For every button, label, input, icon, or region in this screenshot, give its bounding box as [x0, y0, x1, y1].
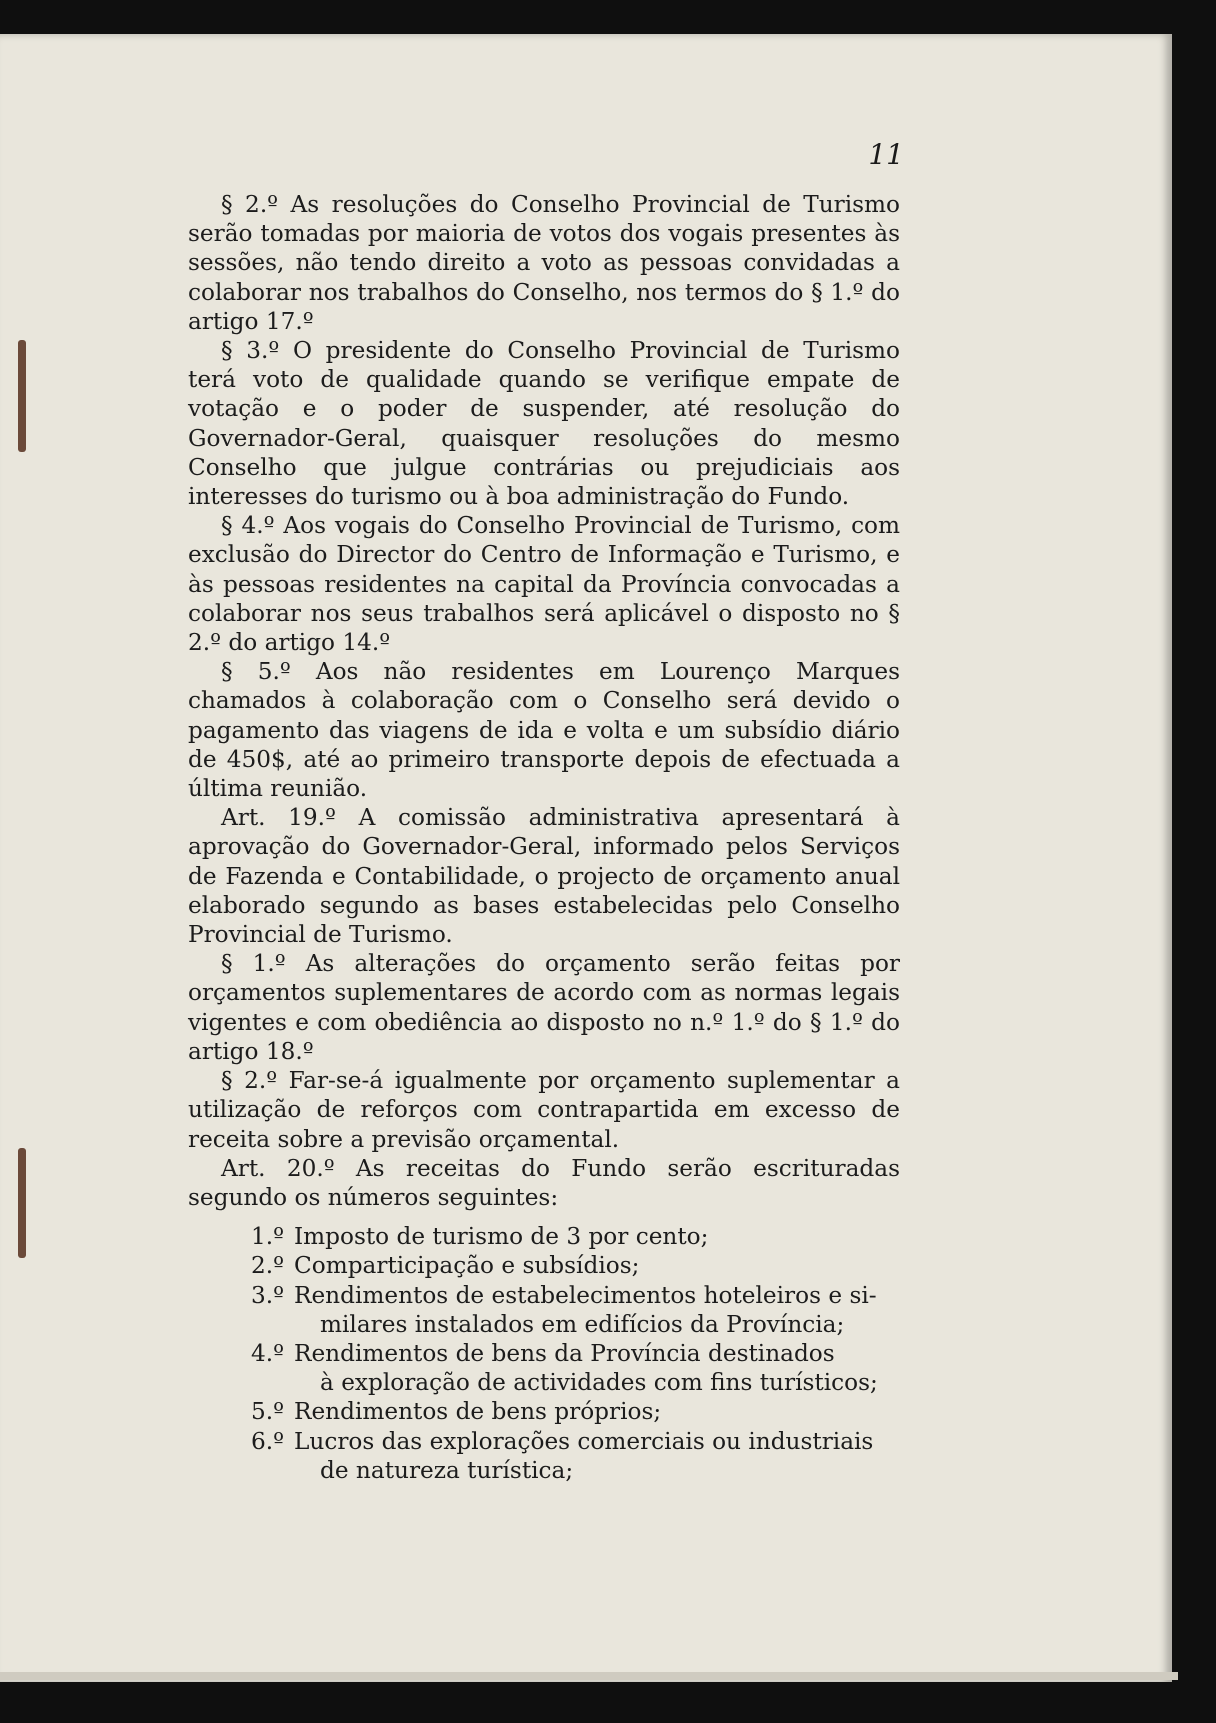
list-item-text [294, 1397, 900, 1426]
paragraph-art19-par1: § 1.º As alterações do orçamento serão feitas por orçamentos suplementares de acordo com as normas legais vigentes e com obediência ao disposto no n.º 1.º do § 1.º do artigo 18.º [188, 950, 900, 1065]
paragraph-art18-par3: § 3.º O presidente do Conselho Provincial de Turismo terá voto de qualidade quando se verifique empate de votação e o poder de suspender, até resolução do Governador-Geral, quaisquer resoluções do mesmo Conselho que julgue contrárias ou prejudiciais aos interesses do turismo ou à boa administração do Fundo. [188, 337, 900, 511]
paragraph-art19-par2: § 2.º Far-se-á igualmente por orçamento suplementar a utilização de reforços com contrapartida em excesso de receita sobre a previsão orçamental. [188, 1067, 900, 1153]
list-item-text [294, 1339, 900, 1397]
list-item-continuation: à exploração de actividades com fins turísticos; [320, 1369, 878, 1397]
paragraph-art20: Art. 20.º As receitas do Fundo serão escrituradas segundo os números seguintes: [188, 1154, 900, 1211]
list-item-text [294, 1427, 900, 1485]
paragraph-art18-par5: § 5.º Aos não residentes em Lourenço Marques chamados à colaboração com o Conselho será devido o pagamento das viagens de ida e volta e um subsídio diário de 450$, até ao primeiro transporte depois de efectuada a última reunião. [188, 658, 900, 803]
list-item-continuation: milares instalados em edifícios da Província; [320, 1310, 845, 1338]
list-item [188, 1251, 900, 1280]
list-item-continuation: de natureza turística; [320, 1456, 574, 1484]
paragraph-art19: Art. 19.º A comissão administrativa apresentará à aprovação do Governador-Geral, informado pelos Serviços de Fazenda e Contabilidade, o projecto de orçamento anual elaborado segundo as bases estabelecidas pelo Conselho Provincial de Turismo. [188, 804, 900, 949]
list-item [188, 1397, 900, 1426]
page-bottom-edge [0, 1672, 1178, 1680]
paragraph-art18-par2: § 2.º As resoluções do Conselho Provincial de Turismo serão tomadas por maioria de votos dos vogais presentes às sessões, não tendo direito a voto as pessoas convidadas a colaborar nos trabalhos do Conselho, nos termos do § 1.º do artigo 17.º [188, 191, 900, 335]
list-item [188, 1427, 900, 1485]
list-item-number: 3.º [250, 1281, 284, 1309]
list-item [188, 1281, 900, 1339]
list-item-line: Imposto de turismo de 3 por cento; [294, 1223, 709, 1251]
paragraph-art18-par4: § 4.º Aos vogais do Conselho Provincial de Turismo, com exclusão do Director do Centro de Informação e Turismo, e às pessoas residentes na capital da Província convocadas a colaborar nos seus trabalhos será aplicável o disposto no § 2.º do artigo 14.º [188, 512, 900, 657]
list-item-line: Comparticipação e subsídios; [294, 1252, 640, 1280]
list-item-line: Rendimentos de bens próprios; [294, 1398, 662, 1426]
list-item-text [294, 1222, 900, 1251]
list-item [188, 1339, 900, 1397]
page-number: 11 [868, 138, 904, 171]
list-item-line: Rendimentos de estabelecimentos hoteleiros e si- [294, 1281, 877, 1309]
body-text [188, 190, 900, 1485]
list-item-line: Lucros das explorações comerciais ou industriais [294, 1427, 874, 1455]
list-item-number: 2.º [250, 1252, 284, 1280]
list-item-number: 4.º [250, 1339, 284, 1367]
list-item-line: Rendimentos de bens da Província destinados [294, 1339, 835, 1367]
list-item-number: 5.º [250, 1398, 284, 1426]
list-item-number: 1.º [250, 1223, 284, 1251]
list-item [188, 1222, 900, 1251]
list-item-number: 6.º [250, 1427, 284, 1455]
list-item-text [294, 1281, 900, 1339]
revenue-list [188, 1222, 900, 1485]
list-item-text [294, 1251, 900, 1280]
binding-staple-top [18, 340, 26, 452]
binding-staple-bottom [18, 1148, 26, 1258]
